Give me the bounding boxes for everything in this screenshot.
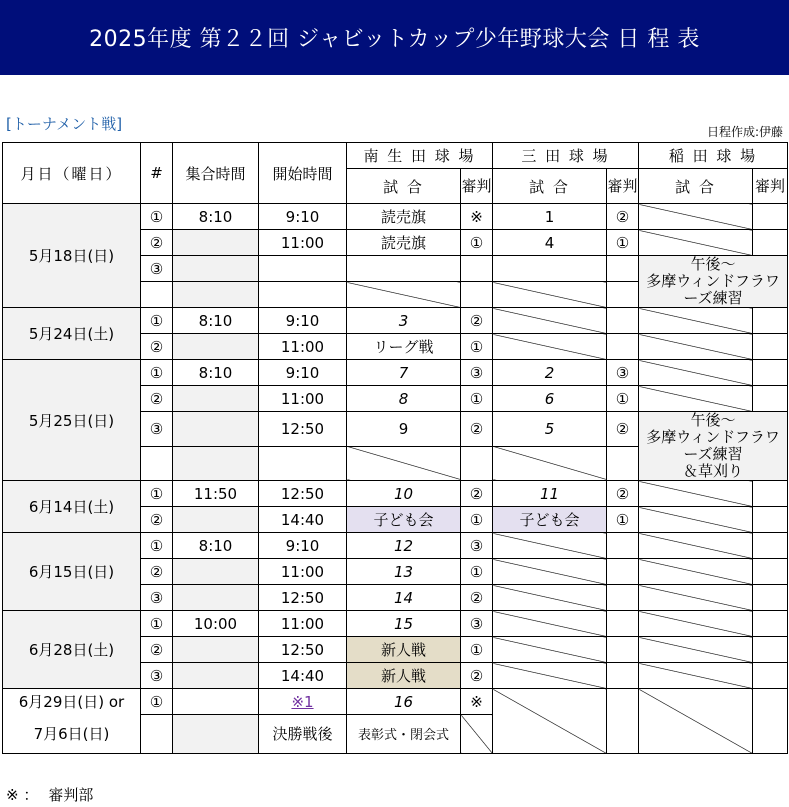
match-cell: 読売旗 — [347, 230, 461, 256]
match-cell: 5 — [493, 412, 607, 447]
umpire-cell: ① — [607, 386, 639, 412]
match-cell: 15 — [347, 611, 461, 637]
header-start: 開始時間 — [259, 143, 347, 204]
umpire-cell — [607, 689, 639, 754]
match-cell: 14 — [347, 585, 461, 611]
assembly-time: 8:10 — [173, 360, 259, 386]
author-label: 日程作成:伊藤 — [706, 125, 783, 139]
page-title: 2025年度 第２２回 ジャビットカップ少年野球大会 日 程 表 — [0, 0, 789, 75]
empty-slot — [639, 689, 753, 754]
match-cell: 3 — [347, 308, 461, 334]
umpire-cell — [607, 559, 639, 585]
umpire-cell — [753, 360, 788, 386]
umpire-cell — [753, 481, 788, 507]
empty-slot — [347, 282, 461, 308]
empty-slot — [639, 585, 753, 611]
header-match: 試 合 — [493, 169, 607, 204]
game-num: ② — [141, 637, 173, 663]
start-time: 11:00 — [259, 334, 347, 360]
empty-slot — [493, 585, 607, 611]
umpire-cell: ③ — [461, 611, 493, 637]
footnote-symbol: ※ ： — [6, 786, 39, 804]
empty-slot — [493, 663, 607, 689]
assembly-time — [173, 715, 259, 754]
match-cell: 7 — [347, 360, 461, 386]
game-num — [141, 446, 173, 481]
umpire-cell — [753, 230, 788, 256]
match-cell — [347, 256, 461, 282]
start-time: 9:10 — [259, 204, 347, 230]
match-cell: 2 — [493, 360, 607, 386]
game-num: ② — [141, 230, 173, 256]
game-num: ② — [141, 559, 173, 585]
note-ref-link[interactable]: ※1 — [291, 692, 314, 711]
start-time: 12:50 — [259, 585, 347, 611]
note-line: ＆草刈り — [683, 462, 744, 480]
game-num: ② — [141, 386, 173, 412]
start-time: 12:50 — [259, 412, 347, 447]
assembly-time — [173, 637, 259, 663]
match-cell: 子ども会 — [493, 507, 607, 533]
umpire-cell: ② — [461, 308, 493, 334]
header-umpire: 審判 — [753, 169, 788, 204]
empty-slot — [493, 559, 607, 585]
empty-slot — [493, 637, 607, 663]
umpire-cell: ① — [461, 559, 493, 585]
match-cell: 新人戦 — [347, 663, 461, 689]
empty-slot — [493, 334, 607, 360]
empty-slot — [639, 230, 753, 256]
header-match: 試 合 — [347, 169, 461, 204]
umpire-cell — [607, 611, 639, 637]
start-time: 9:10 — [259, 308, 347, 334]
umpire-cell: ③ — [461, 533, 493, 559]
start-time — [259, 446, 347, 481]
game-num: ③ — [141, 585, 173, 611]
inada-note — [639, 412, 788, 481]
umpire-cell: ③ — [461, 360, 493, 386]
match-cell: 11 — [493, 481, 607, 507]
assembly-time: 8:10 — [173, 308, 259, 334]
match-cell: 13 — [347, 559, 461, 585]
header-inada: 稲 田 球 場 — [639, 143, 788, 169]
umpire-cell — [753, 386, 788, 412]
assembly-time — [173, 256, 259, 282]
umpire-cell: ※ — [461, 689, 493, 715]
umpire-cell — [753, 204, 788, 230]
assembly-time: 11:50 — [173, 481, 259, 507]
game-num: ③ — [141, 663, 173, 689]
umpire-cell: ② — [461, 412, 493, 447]
start-time: 14:40 — [259, 507, 347, 533]
schedule-table — [2, 142, 788, 754]
umpire-cell: ① — [607, 507, 639, 533]
umpire-cell: ② — [461, 481, 493, 507]
umpire-cell: ① — [461, 230, 493, 256]
umpire-cell: ② — [607, 481, 639, 507]
match-cell — [493, 256, 607, 282]
umpire-cell — [753, 663, 788, 689]
game-num — [141, 282, 173, 308]
footnote-text: 審判部 — [48, 786, 94, 804]
date-cell: 6月29日(日) or — [3, 689, 141, 715]
empty-slot — [639, 663, 753, 689]
match-cell: 読売旗 — [347, 204, 461, 230]
header-umpire: 審判 — [607, 169, 639, 204]
umpire-cell — [461, 715, 493, 754]
game-num: ① — [141, 360, 173, 386]
assembly-time: 8:10 — [173, 204, 259, 230]
umpire-cell — [607, 256, 639, 282]
umpire-cell — [461, 256, 493, 282]
umpire-cell — [607, 585, 639, 611]
inada-note — [639, 256, 788, 308]
empty-slot — [493, 689, 607, 754]
match-cell: 1 — [493, 204, 607, 230]
assembly-time — [173, 559, 259, 585]
empty-slot — [639, 637, 753, 663]
umpire-cell: ① — [607, 230, 639, 256]
empty-slot — [639, 611, 753, 637]
empty-slot — [493, 308, 607, 334]
empty-slot — [639, 533, 753, 559]
umpire-cell: ② — [461, 663, 493, 689]
date-cell: 6月15日(日) — [3, 533, 141, 611]
header-num: # — [141, 143, 173, 204]
umpire-cell — [753, 533, 788, 559]
umpire-cell: ② — [607, 204, 639, 230]
umpire-cell — [461, 282, 493, 308]
header-umpire: 審判 — [461, 169, 493, 204]
empty-slot — [347, 446, 461, 481]
start-time: 11:00 — [259, 386, 347, 412]
game-num: ② — [141, 507, 173, 533]
umpire-cell — [753, 689, 788, 754]
match-cell: 12 — [347, 533, 461, 559]
umpire-cell — [607, 533, 639, 559]
header-date: 月日（曜日） — [3, 143, 141, 204]
assembly-time — [173, 230, 259, 256]
start-time[interactable] — [259, 689, 347, 715]
header-mita: 三 田 球 場 — [493, 143, 639, 169]
empty-slot — [639, 204, 753, 230]
game-num: ③ — [141, 412, 173, 447]
umpire-cell — [607, 446, 639, 481]
start-time: 11:00 — [259, 230, 347, 256]
game-num: ② — [141, 334, 173, 360]
umpire-cell: ② — [461, 585, 493, 611]
start-time: 12:50 — [259, 637, 347, 663]
assembly-time — [173, 386, 259, 412]
empty-slot — [639, 308, 753, 334]
assembly-time — [173, 412, 259, 447]
umpire-cell: ※ — [461, 204, 493, 230]
note-line: 午後～ — [690, 255, 736, 273]
date-cell: 5月18日(日) — [3, 204, 141, 308]
umpire-cell: ② — [607, 412, 639, 447]
start-time: 14:40 — [259, 663, 347, 689]
umpire-cell — [753, 611, 788, 637]
empty-slot — [639, 507, 753, 533]
match-cell: 4 — [493, 230, 607, 256]
assembly-time — [173, 334, 259, 360]
match-cell: 子ども会 — [347, 507, 461, 533]
assembly-time — [173, 507, 259, 533]
match-cell: 10 — [347, 481, 461, 507]
umpire-cell — [753, 507, 788, 533]
umpire-cell — [753, 559, 788, 585]
game-num: ① — [141, 308, 173, 334]
assembly-time — [173, 446, 259, 481]
umpire-cell — [607, 282, 639, 308]
start-time: 決勝戦後 — [259, 715, 347, 754]
game-num: ① — [141, 481, 173, 507]
umpire-cell — [753, 334, 788, 360]
umpire-cell: ① — [461, 507, 493, 533]
assembly-time — [173, 689, 259, 715]
game-num: ③ — [141, 256, 173, 282]
umpire-cell: ① — [461, 334, 493, 360]
umpire-cell — [461, 446, 493, 481]
start-time — [259, 256, 347, 282]
assembly-time — [173, 585, 259, 611]
assembly-time — [173, 663, 259, 689]
game-num: ① — [141, 689, 173, 715]
start-time: 11:00 — [259, 559, 347, 585]
assembly-time — [173, 282, 259, 308]
footnote — [6, 784, 103, 805]
empty-slot — [493, 533, 607, 559]
assembly-time: 10:00 — [173, 611, 259, 637]
header-assembly: 集合時間 — [173, 143, 259, 204]
umpire-cell — [607, 663, 639, 689]
game-num: ① — [141, 533, 173, 559]
start-time: 11:00 — [259, 611, 347, 637]
match-cell: 8 — [347, 386, 461, 412]
date-cell: 7月6日(日) — [3, 715, 141, 754]
start-time: 12:50 — [259, 481, 347, 507]
match-cell: 新人戦 — [347, 637, 461, 663]
game-num — [141, 715, 173, 754]
empty-slot — [493, 282, 607, 308]
umpire-cell: ① — [461, 637, 493, 663]
match-cell: 9 — [347, 412, 461, 447]
umpire-cell — [753, 585, 788, 611]
start-time — [259, 282, 347, 308]
note-line: 多摩ウィンドフラワーズ練習 — [646, 272, 780, 307]
empty-slot — [639, 360, 753, 386]
umpire-cell — [607, 308, 639, 334]
match-cell: リーグ戦 — [347, 334, 461, 360]
header-match: 試 合 — [639, 169, 753, 204]
match-cell: 16 — [347, 689, 461, 715]
umpire-cell — [753, 308, 788, 334]
empty-slot — [639, 559, 753, 585]
match-cell: 6 — [493, 386, 607, 412]
start-time: 9:10 — [259, 533, 347, 559]
umpire-cell: ① — [461, 386, 493, 412]
note-line: 午後～ — [690, 411, 736, 429]
umpire-cell — [607, 637, 639, 663]
section-label: [トーナメント戦] — [6, 115, 123, 133]
umpire-cell — [607, 334, 639, 360]
date-cell: 6月28日(土) — [3, 611, 141, 689]
umpire-cell: ③ — [607, 360, 639, 386]
game-num: ① — [141, 611, 173, 637]
note-line: 多摩ウィンドフラワーズ練習 — [646, 428, 780, 463]
empty-slot — [639, 334, 753, 360]
date-cell: 5月24日(土) — [3, 308, 141, 360]
empty-slot — [493, 611, 607, 637]
empty-slot — [639, 481, 753, 507]
assembly-time: 8:10 — [173, 533, 259, 559]
match-cell: 表彰式・閉会式 — [347, 715, 461, 754]
date-cell: 5月25日(日) — [3, 360, 141, 481]
empty-slot — [639, 386, 753, 412]
header-minami-ikuta: 南 生 田 球 場 — [347, 143, 493, 169]
date-cell: 6月14日(土) — [3, 481, 141, 533]
start-time: 9:10 — [259, 360, 347, 386]
umpire-cell — [753, 637, 788, 663]
empty-slot — [493, 446, 607, 481]
game-num: ① — [141, 204, 173, 230]
